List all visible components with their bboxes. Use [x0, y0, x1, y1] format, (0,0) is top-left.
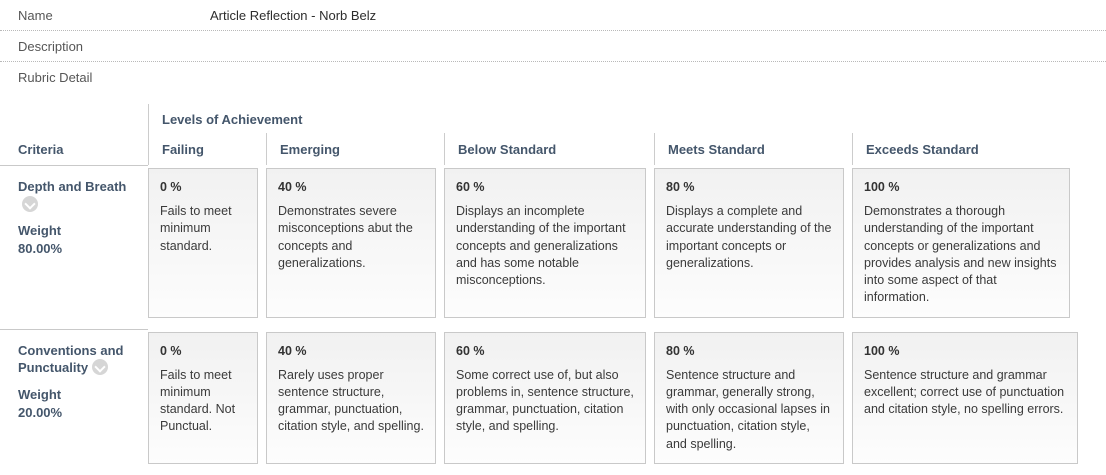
criterion-depth-and-breath — [0, 165, 148, 329]
rubric-cell-failing — [148, 332, 258, 464]
cell-description: Demonstrates severe misconceptions abut the concepts and generalizations. — [278, 204, 413, 270]
rubric-detail-label: Rubric Detail — [18, 70, 93, 85]
name-value: Article Reflection - Norb Belz — [210, 8, 377, 23]
cell-percent: 80 % — [666, 343, 695, 358]
table-cell — [148, 165, 266, 329]
chevron-down-icon[interactable] — [22, 196, 38, 212]
cell-description: Displays a complete and accurate understanding of the important concepts or generalizations. — [666, 204, 832, 270]
field-row-rubric-detail — [0, 62, 1106, 92]
criterion-weight — [18, 222, 138, 258]
cell-percent: 100 % — [864, 343, 900, 358]
cell-description: Fails to meet minimum standard. — [160, 204, 232, 253]
cell-percent: 60 % — [456, 180, 485, 194]
levels-header-spacer — [0, 104, 148, 133]
table-cell — [266, 165, 444, 329]
table-cell — [444, 165, 654, 329]
column-header-emerging: Emerging — [266, 133, 444, 165]
weight-label: Weight — [18, 386, 62, 402]
cell-percent: 0 % — [160, 343, 182, 358]
field-row-name — [0, 0, 1106, 31]
rubric-cell-below-standard — [444, 168, 646, 318]
description-label: Description — [18, 39, 84, 54]
rubric-cell-meets-standard — [654, 332, 844, 464]
criterion-label: Depth and Breath — [18, 179, 127, 194]
cell-description: Displays an incomplete understanding of the important concepts and generalizations and has some notable misconceptions. — [456, 204, 626, 287]
rubric-cell-exceeds-standard — [852, 332, 1078, 464]
weight-value: 20.00% — [18, 404, 63, 420]
cell-description: Sentence structure and grammar excellent; correct use of punctuation and citation style, no spelling errors. — [864, 367, 1065, 416]
column-header-below-standard: Below Standard — [444, 133, 654, 165]
chevron-down-icon[interactable] — [92, 359, 108, 375]
cell-description: Rarely uses proper sentence structure, grammar, punctuation, citation style, and spelling. — [278, 367, 424, 434]
cell-description: Sentence structure and grammar, generally strong, with only occasional lapses in punctuation, citation style, and spelling. — [666, 367, 830, 451]
table-cell — [852, 165, 1078, 329]
criterion-title — [18, 342, 138, 377]
column-header-exceeds-standard: Exceeds Standard — [852, 133, 1078, 165]
cell-percent: 100 % — [864, 180, 900, 194]
criterion-title — [18, 178, 138, 213]
rubric-table — [0, 104, 1106, 475]
rubric-cell-below-standard — [444, 332, 646, 464]
cell-percent: 40 % — [278, 343, 307, 358]
rubric-cell-failing — [148, 168, 258, 318]
cell-percent: 0 % — [160, 180, 182, 194]
cell-percent: 60 % — [456, 343, 485, 358]
column-header-failing: Failing — [148, 133, 266, 165]
levels-of-achievement-header: Levels of Achievement — [148, 104, 1078, 133]
criterion-weight — [18, 386, 138, 422]
cell-description: Demonstrates a thorough understanding of the important concepts or generalizations and provides analysis and new insights into some aspect of that information. — [864, 204, 1057, 305]
column-header-meets-standard: Meets Standard — [654, 133, 852, 165]
rubric-cell-exceeds-standard — [852, 168, 1070, 318]
field-row-description — [0, 31, 1106, 62]
cell-percent: 40 % — [278, 180, 307, 194]
name-label: Name — [18, 8, 53, 23]
rubric-cell-emerging — [266, 332, 436, 464]
criteria-column-header: Criteria — [18, 142, 64, 157]
cell-description: Some correct use of, but also problems in, sentence structure, grammar, punctuation, citation style, and spelling. — [456, 367, 634, 434]
table-cell — [654, 165, 852, 329]
cell-description: Fails to meet minimum standard. Not Punctual. — [160, 367, 236, 434]
rubric-cell-emerging — [266, 168, 436, 318]
cell-percent: 80 % — [666, 180, 695, 194]
weight-value: 80.00% — [18, 241, 63, 257]
weight-label: Weight — [18, 223, 62, 239]
rubric-cell-meets-standard — [654, 168, 844, 318]
criterion-label: Conventions and Punctuality — [18, 342, 124, 376]
